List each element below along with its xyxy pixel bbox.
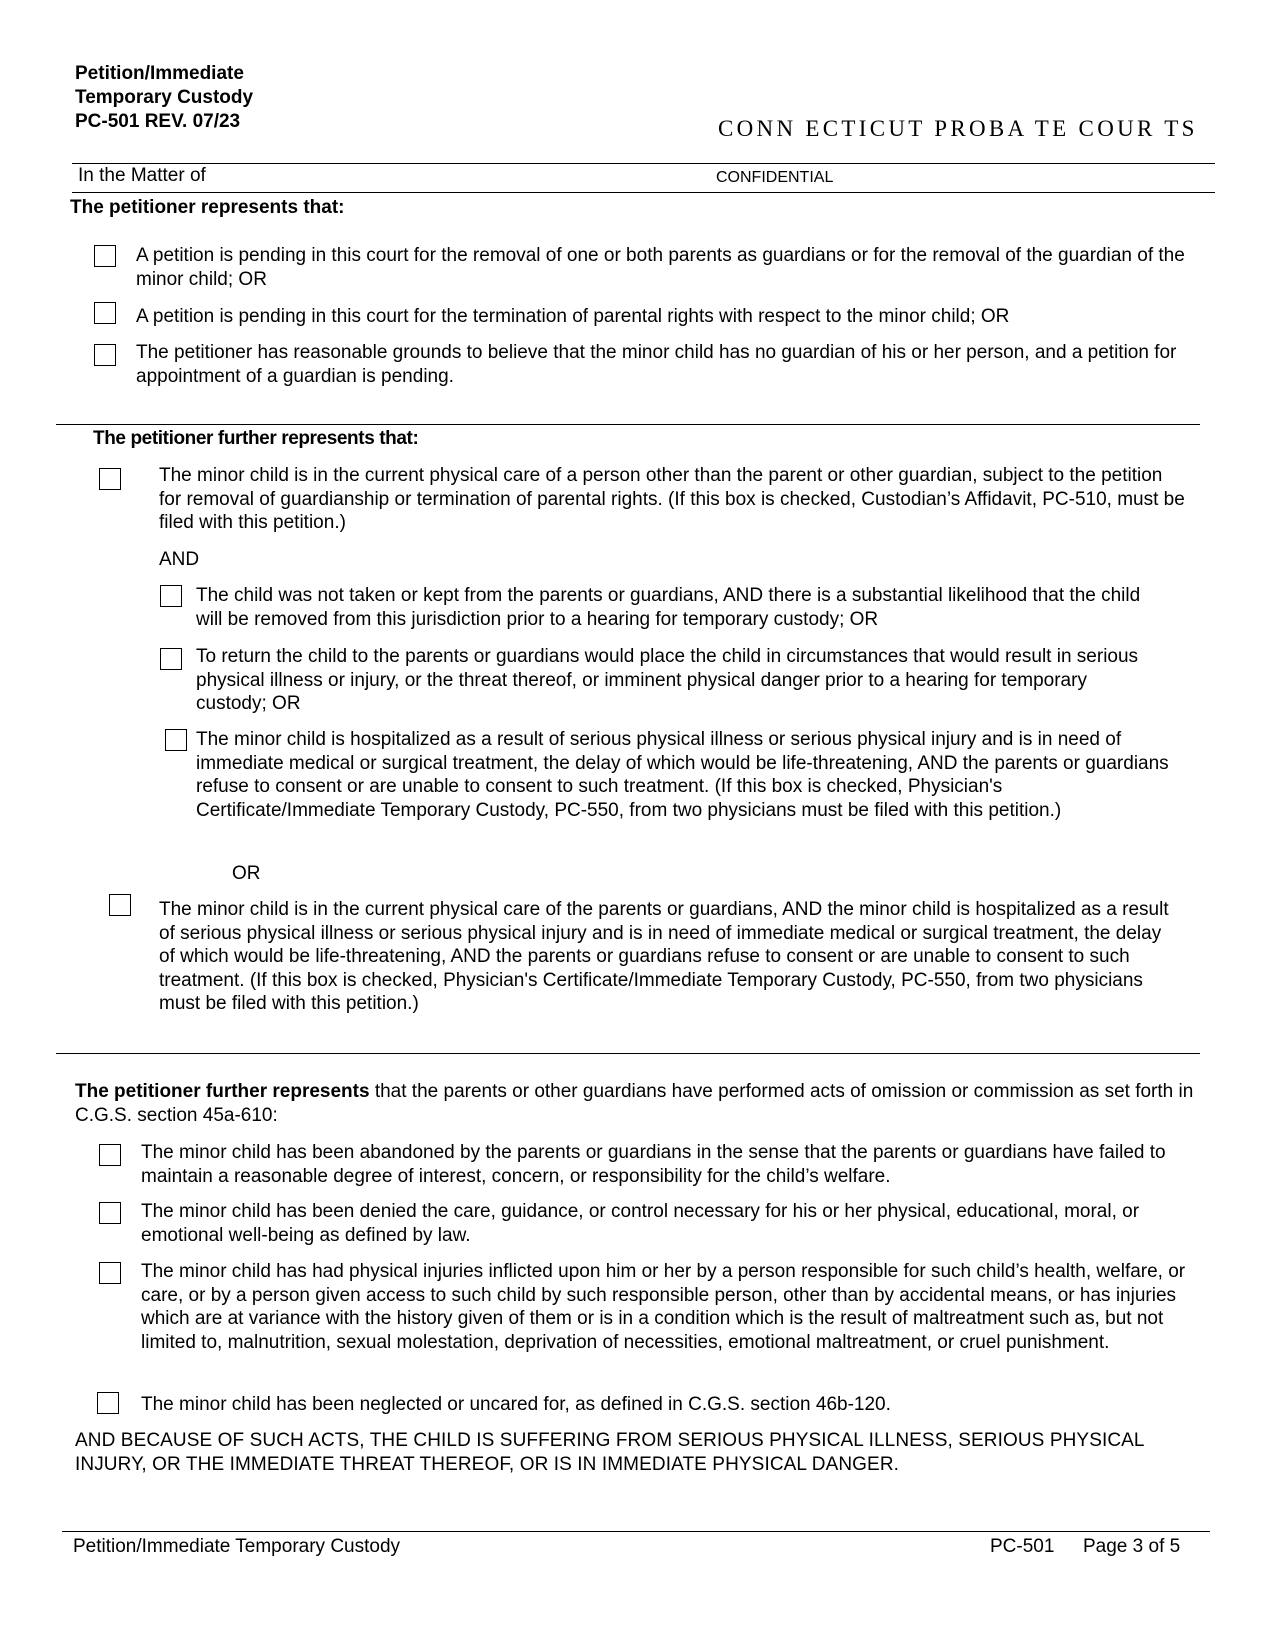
section3-intro-rest: that the parents or other guardians have performed acts of omission or commission as set forth in C.G.S. section 45a-610: bbox=[75, 1081, 1194, 1126]
petition-removal-pending-checkbox[interactable] bbox=[94, 245, 116, 267]
section2-heading: The petitioner further represents that: bbox=[93, 428, 419, 449]
section3-intro bbox=[75, 1080, 1205, 1127]
physical-care-other-person-text: The minor child is in the current physical care of a person other than the parent or other guardian, subject to the petition for removal of guardianship or termination of parental rights. (If this box is checked, Custodian’s Affidavit, PC-510, must be filed with this petition.) bbox=[159, 465, 1185, 533]
hospitalized-other-person-text: The minor child is hospitalized as a result of serious physical illness or serious physical injury and is in need of immediate medical or surgical treatment, the delay of which would be life-threatening, AND the parents or guardians refuse to consent or are unable to consent to such treatment. (If this box is checked, Physician's Certificate/Immediate Temporary Custody, PC-550, from two physicians must be filed with this petition.) bbox=[196, 729, 1169, 821]
no-guardian-checkbox[interactable] bbox=[94, 344, 116, 366]
confidential-label: CONFIDENTIAL bbox=[716, 169, 834, 186]
physical-injuries-checkbox[interactable] bbox=[99, 1262, 121, 1284]
or-label: OR bbox=[232, 863, 261, 884]
header-rule-top bbox=[72, 163, 1215, 164]
form-title-line2: Temporary Custody bbox=[75, 87, 254, 108]
termination-parental-rights-pending-text: A petition is pending in this court for the termination of parental rights with respect to the minor child; OR bbox=[136, 306, 1010, 327]
denied-care-text: The minor child has been denied the care, guidance, or control necessary for his or her physical, educational, moral, or emotional well-being as defined by law. bbox=[141, 1201, 1140, 1246]
abandoned-text: The minor child has been abandoned by the parents or guardians in the sense that the parents or guardians have failed to maintain a reasonable degree of interest, concern, or responsibility for the child’s welfare. bbox=[141, 1142, 1166, 1187]
section1-heading: The petitioner represents that: bbox=[70, 197, 345, 218]
footer-page-number: Page 3 of 5 bbox=[1083, 1536, 1181, 1557]
physical-injuries-text: The minor child has had physical injuries inflicted upon him or her by a person responsible for such child’s health, welfare, or care, or by a person given access to such child by such responsible person, other than by accidental means, or has injuries which are at variance with the history given of them or is in a condition which is the result of maltreatment such as, but not limited to, malnutrition, sexual molestation, deprivation of necessities, emotional maltreatment, or cruel punishment. bbox=[141, 1261, 1186, 1353]
removal-from-jurisdiction-checkbox[interactable] bbox=[160, 585, 182, 607]
form-title-line1: Petition/Immediate bbox=[75, 63, 244, 84]
neglected-text: The minor child has been neglected or uncared for, as defined in C.G.S. section 46b-120. bbox=[141, 1394, 891, 1415]
footer-form-number: PC-501 bbox=[990, 1536, 1055, 1557]
denied-care-checkbox[interactable] bbox=[99, 1202, 121, 1224]
court-name: CONN ECTICUT PROBA TE COUR TS bbox=[718, 116, 1198, 141]
footer-form-title: Petition/Immediate Temporary Custody bbox=[73, 1536, 401, 1557]
form-number-revision: PC-501 REV. 07/23 bbox=[75, 111, 241, 132]
matter-label: In the Matter of bbox=[78, 165, 206, 186]
form-identification bbox=[75, 62, 253, 134]
return-would-endanger-checkbox[interactable] bbox=[160, 648, 182, 670]
and-label: AND bbox=[159, 549, 200, 570]
conclusion-text: AND BECAUSE OF SUCH ACTS, THE CHILD IS SUFFERING FROM SERIOUS PHYSICAL ILLNESS, SERIOUS PHYSICAL INJURY, OR THE IMMEDIATE THREAT THEREOF, OR IS IN IMMEDIATE PHYSICAL DANGER. bbox=[75, 1430, 1144, 1475]
header-rule-bottom bbox=[72, 192, 1215, 193]
section1-divider bbox=[56, 424, 1200, 425]
no-guardian-text: The petitioner has reasonable grounds to believe that the minor child has no guardian of his or her person, and a petition for appointment of a guardian is pending. bbox=[136, 342, 1177, 387]
section3-intro-bold: The petitioner further represents bbox=[75, 1081, 370, 1102]
return-would-endanger-text: To return the child to the parents or guardians would place the child in circumstances that would result in serious physical illness or injury, or the threat thereof, or imminent physical danger prior to a hearing for temporary custody; OR bbox=[196, 646, 1139, 714]
termination-parental-rights-pending-checkbox[interactable] bbox=[94, 302, 116, 324]
section2-divider bbox=[56, 1053, 1200, 1054]
neglected-checkbox[interactable] bbox=[97, 1392, 119, 1414]
physical-care-parents-hospitalized-text: The minor child is in the current physical care of the parents or guardians, AND the minor child is hospitalized as a result of serious physical illness or serious physical injury and is in need of immediate medical or surgical treatment, the delay of which would be life-threatening, AND the parents or guardians refuse to consent or are unable to consent to such treatment. (If this box is checked, Physician's Certificate/Immediate Temporary Custody, PC-550, from two physicians must be filed with this petition.) bbox=[159, 899, 1169, 1014]
physical-care-parents-hospitalized-checkbox[interactable] bbox=[109, 894, 131, 916]
removal-from-jurisdiction-text: The child was not taken or kept from the parents or guardians, AND there is a substantial likelihood that the child will be removed from this jurisdiction prior to a hearing for temporary custody; OR bbox=[196, 585, 1141, 630]
hospitalized-other-person-checkbox[interactable] bbox=[165, 729, 187, 751]
petition-removal-pending-text: A petition is pending in this court for the removal of one or both parents as guardians or for the removal of the guardian of the minor child; OR bbox=[136, 245, 1185, 290]
physical-care-other-person-checkbox[interactable] bbox=[99, 468, 121, 490]
abandoned-checkbox[interactable] bbox=[99, 1144, 121, 1166]
footer-rule bbox=[62, 1531, 1210, 1532]
